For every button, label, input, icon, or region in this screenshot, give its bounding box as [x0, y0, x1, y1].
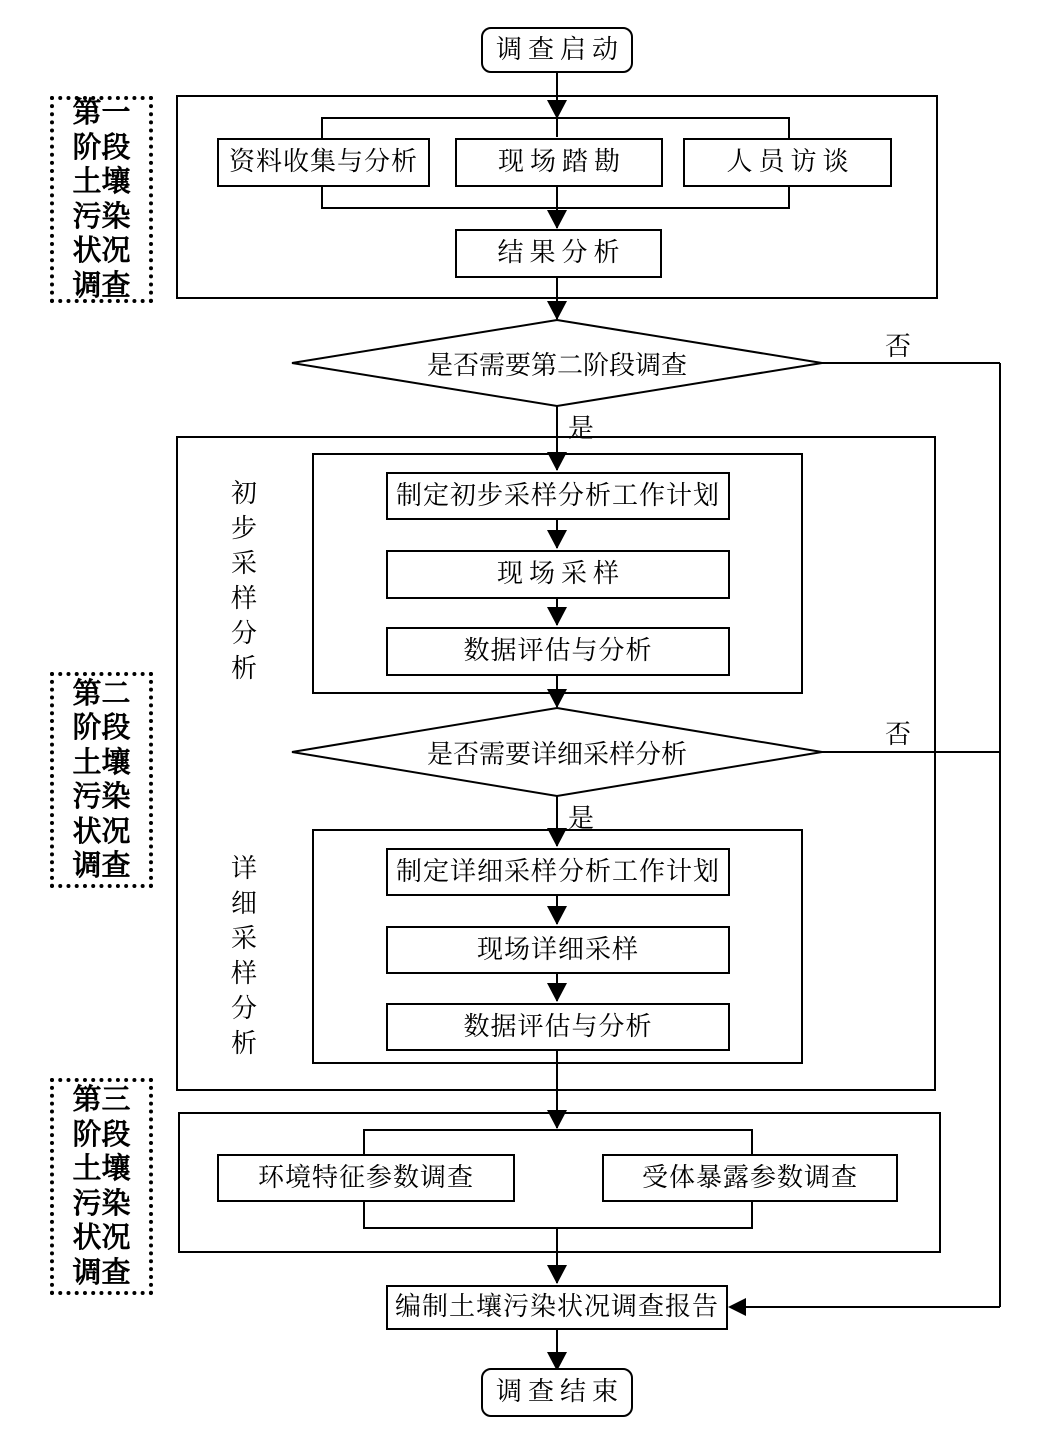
decision1-text: 是否需要第二阶段调查: [426, 350, 687, 380]
arrowhead-into-eval2: [547, 983, 567, 1002]
arrowhead-into-plan1: [547, 452, 567, 471]
stage2-side-label-text: 第二阶段土壤污染状况调查: [72, 677, 131, 882]
environment-params-box: 环境特征参数调查: [217, 1154, 515, 1202]
decision2-text: 是否需要详细采样分析: [426, 739, 687, 769]
decision1-yes-label: 是: [567, 413, 594, 443]
arrowhead-into-eval1: [547, 607, 567, 626]
stage2-side-label: [50, 672, 153, 888]
stage3-side-label-text: 第三阶段土壤污染状况调查: [72, 1084, 131, 1289]
detailed-plan-box: 制定详细采样分析工作计划: [386, 848, 730, 896]
site-sampling-box: 现场采样: [386, 550, 730, 599]
detailed-group-label-text: 详细采样分析: [230, 854, 257, 1058]
arrowhead-into-decision1: [547, 301, 567, 320]
arrowhead-into-decision2: [547, 689, 567, 708]
data-evaluation-box-2: 数据评估与分析: [386, 1003, 730, 1051]
arrowhead-into-sampling: [547, 530, 567, 549]
result-analysis-box: 结果分析: [455, 229, 662, 278]
arrowhead-into-result: [547, 210, 567, 229]
receptor-exposure-box: 受体暴露参数调查: [602, 1154, 898, 1202]
start-node: 调查启动: [481, 27, 633, 73]
detailed-group-label: [227, 850, 261, 1062]
preliminary-group-label: [227, 475, 261, 687]
decision1-no-label: 否: [884, 331, 911, 361]
decision2-yes-label: 是: [567, 803, 594, 833]
arrowhead-into-stage3: [547, 1110, 567, 1129]
preliminary-group-label-text: 初步采样分析: [230, 479, 257, 683]
site-reconnaissance-box: 现场踏勘: [455, 138, 663, 187]
report-node: 编制土壤污染状况调查报告: [386, 1285, 728, 1330]
decision2-no-label: 否: [884, 719, 911, 749]
stage1-side-label: [50, 96, 153, 303]
preliminary-plan-box: 制定初步采样分析工作计划: [386, 472, 730, 520]
stage3-side-label: [50, 1078, 153, 1295]
data-collection-box: 资料收集与分析: [217, 138, 430, 187]
personnel-interview-box: 人员访谈: [683, 138, 892, 187]
arrowhead-into-detail-sampling: [547, 906, 567, 925]
arrowhead-bypass-into-report: [728, 1298, 746, 1316]
data-evaluation-box-1: 数据评估与分析: [386, 627, 730, 676]
arrowhead-into-stage1: [547, 100, 567, 119]
detailed-site-sampling-box: 现场详细采样: [386, 926, 730, 974]
end-node: 调查结束: [481, 1368, 633, 1417]
stage1-side-label-text: 第一阶段土壤污染状况调查: [72, 97, 131, 302]
arrowhead-into-report: [547, 1265, 567, 1284]
